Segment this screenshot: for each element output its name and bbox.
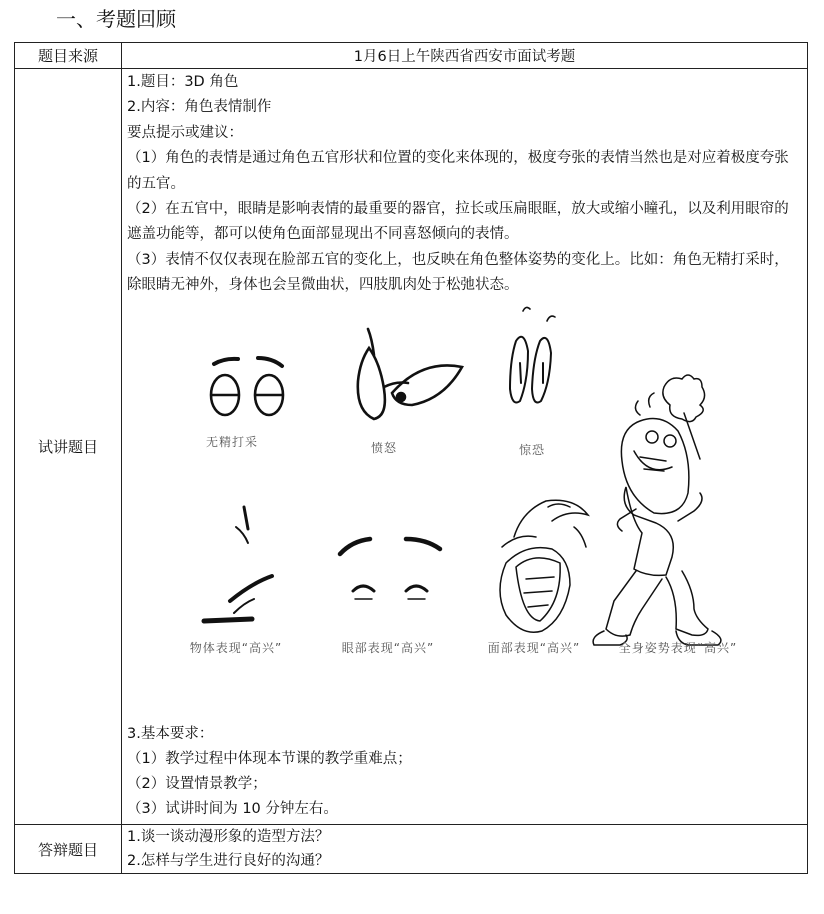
defense-question: 1.谈一谈动漫形象的造型方法？ <box>127 829 330 846</box>
defense-row <box>15 825 808 874</box>
requirement-item: （1）教学过程中体现本节课的教学重难点； <box>127 750 412 767</box>
caption-face-happy: 面部表现“高兴” <box>487 640 581 655</box>
defense-cell <box>122 825 808 874</box>
section-title: 一、考题回顾 <box>56 7 176 31</box>
exam-table <box>14 42 808 874</box>
defense-question: 2.怎样与学生进行良好的沟通？ <box>127 853 330 870</box>
caption-scared: 惊恐 <box>518 442 546 457</box>
lecture-label: 试讲题目 <box>15 69 122 825</box>
lecture-topic: 1.题目：3D 角色 <box>127 74 239 90</box>
face-happy-drawing <box>500 500 588 632</box>
object-happy-drawing <box>204 507 272 621</box>
source-row <box>15 43 808 69</box>
illustration-drawings <box>122 301 808 721</box>
requirement-item: （2）设置情景教学； <box>127 776 267 793</box>
requirements-heading: 3.基本要求： <box>127 725 214 742</box>
eye-happy-drawing <box>340 539 440 599</box>
defense-label: 答辩题目 <box>15 825 122 874</box>
tip-item: （3）表情不仅仅表现在脸部五官的变化上，也反映在角色整体姿势的变化上。比如：角色无精打采时，除眼睛无神外，身体也会呈微曲状，四肢肌肉处于松弛状态。 <box>127 251 789 294</box>
source-label: 题目来源 <box>15 43 122 69</box>
body-happy-drawing <box>593 375 721 645</box>
requirement-item: （3）试讲时间为 10 分钟左右。 <box>127 801 338 818</box>
caption-angry: 愤怒 <box>370 440 398 455</box>
caption-eye-happy: 眼部表现“高兴” <box>341 640 435 655</box>
tip-item: （2）在五官中，眼睛是影响表情的最重要的器官，拉长或压扁眼眶，放大或缩小瞳孔，以及利用眼帘的遮盖功能等，都可以使角色面部显现出不同喜怒倾向的表情。 <box>127 201 789 243</box>
scared-eyes-drawing <box>510 307 555 402</box>
source-value: 1月6日上午陕西省西安市面试考题 <box>122 43 808 69</box>
lecture-content: 2.内容：角色表情制作 <box>127 99 272 116</box>
angry-eyes-drawing <box>358 329 462 419</box>
caption-listless: 无精打采 <box>205 434 259 449</box>
caption-object-happy: 物体表现“高兴” <box>189 640 283 655</box>
tip-item: （1）角色的表情是通过角色五官形状和位置的变化来体现的，极度夸张的表情当然也是对应着极度夸张的五官。 <box>127 150 789 192</box>
lecture-row <box>15 69 808 825</box>
tips-heading: 要点提示或建议： <box>127 124 243 141</box>
listless-eyes-drawing <box>211 358 283 415</box>
caption-body-happy: 全身姿势表现“高兴” <box>618 640 738 655</box>
expression-illustrations <box>122 301 807 721</box>
lecture-cell <box>122 69 808 825</box>
